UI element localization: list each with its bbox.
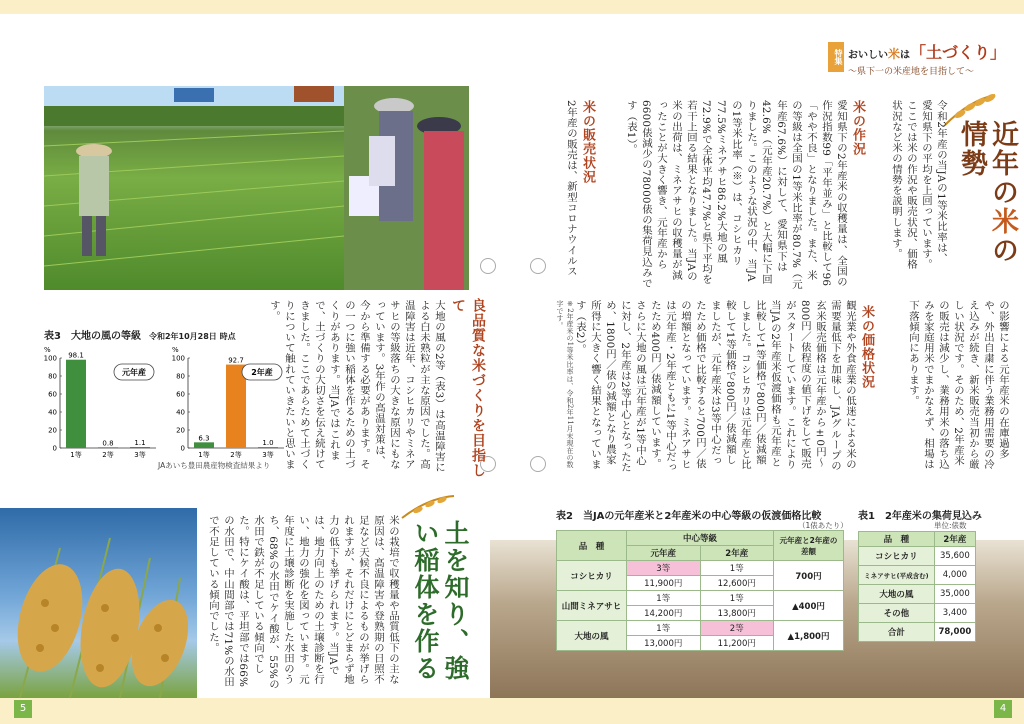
chart-title: 元年産	[122, 368, 146, 377]
table2-price: 11,200円	[700, 636, 774, 651]
x-tick-label: 3等	[262, 451, 274, 459]
table2-price: 13,000円	[627, 636, 701, 651]
ring-hole	[480, 258, 496, 274]
photo-rice-field-inspection	[44, 86, 469, 290]
y-tick-label: 100	[171, 354, 185, 363]
table1-variety: コシヒカリ	[859, 547, 935, 566]
bar	[226, 365, 246, 448]
x-tick-label: 2等	[230, 451, 242, 459]
x-tick-label: 1等	[70, 451, 82, 459]
y-tick-label: 20	[48, 426, 57, 435]
chart-title: 2年産	[251, 368, 273, 377]
ring-hole	[530, 456, 546, 472]
table1-variety: その他	[859, 604, 935, 623]
bar-value-label: 0.8	[102, 439, 114, 448]
table1-value: 3,400	[934, 604, 975, 623]
bar	[130, 447, 150, 448]
x-tick-label: 1等	[198, 451, 210, 459]
hanbai-heading: 米の販売状況	[580, 100, 595, 184]
y-tick-label: 0	[52, 444, 57, 453]
table1-variety: ミネアサヒ(平成含む)	[859, 566, 935, 585]
table2-price: 12,600円	[700, 576, 774, 591]
table2-diff: ▲400円	[774, 591, 844, 621]
section1-title: 近年の米の情勢	[956, 120, 1018, 265]
table1-total-value: 78,000	[934, 623, 975, 642]
table1-header: 品 種	[859, 532, 935, 547]
feature-banner	[828, 38, 1010, 82]
table2-header-gen: 元年産	[627, 546, 701, 561]
table1-variety: 大地の風	[859, 585, 935, 604]
y-tick-label: 60	[48, 390, 57, 399]
table2-grade: 2等	[700, 621, 774, 636]
table1-header: 2年産	[934, 532, 975, 547]
y-tick-label: 40	[48, 408, 57, 417]
y-tick-label: 60	[176, 390, 185, 399]
page-number-left: 5	[14, 700, 32, 718]
table2-variety: 大地の風	[557, 621, 627, 651]
table1-value: 35,600	[934, 547, 975, 566]
ring-hole	[530, 258, 546, 274]
harvest-forecast-table	[858, 531, 976, 642]
rice-field-scene	[44, 86, 469, 290]
bar	[258, 447, 278, 448]
table1-value: 4,000	[934, 566, 975, 585]
table1-title: 表1 2年産米の集荷見込み	[858, 511, 982, 522]
table2-grade: 3等	[627, 561, 701, 576]
y-tick-label: 100	[43, 354, 57, 363]
bottom-band	[0, 698, 1024, 724]
table3-title: 表3 大地の風の等級 令和2年10月28日 時点	[44, 331, 236, 342]
feature-tag: 特集	[828, 42, 844, 72]
table2-title: 表2 当JAの元年産米と2年産米の中心等級の仮渡価格比較	[556, 511, 822, 522]
footnote: ※2年産米の1等米比率は、令和2年11月末現在の数字です。	[556, 300, 574, 469]
bar	[66, 360, 86, 448]
section3-title: 土を知り、強い稲体を作る	[411, 520, 470, 682]
kakaku-text: 観光業や外食産業の低迷による米の需要量低下を加味し、JAグループの玄米販売価格は元年産から±0円〜800円／俵程度の値下げをして販売がスタートしています。これにより当JAの2年産米仮渡価格も元年産と比較して1等価格で800円／俵減額しました。コシヒカリは元年産と比較して1等価格で800円／俵減額しましたが、元年産米は3等中心だったため価格で比較すると700円／俵の増額となっています。ミネアサヒは元年産・2年産ともに1等中心だったため400円／俵減額しています。さらに大地の風は元年産が1等中心に対し、2年産は2等中心となったため、1800円／俵の減額となり農家所得に大きく響く結果となっています（表2）。	[574, 300, 856, 473]
table2-price: 13,800円	[700, 606, 774, 621]
y-tick-label: 0	[180, 444, 185, 453]
table2-variety: 山間ミネアサヒ	[557, 591, 627, 621]
table2-variety: コシヒカリ	[557, 561, 627, 591]
y-tick-label: 80	[48, 372, 57, 381]
bar	[194, 442, 214, 448]
wheat-small-icon	[400, 492, 456, 522]
bar-value-label: 92.7	[228, 356, 244, 365]
section2-heading: 良品質な米づくりを目指して	[450, 298, 486, 478]
bar-value-label: 1.1	[134, 439, 146, 448]
section1-intro: 令和2年産の当JAの1等米比率は、愛知県下の平均を上回っています。ここでは米の作況や販売状況、価格状況など米の情勢を説明します。	[890, 100, 947, 270]
rice-ears-scene	[0, 508, 197, 698]
grade-bar-charts	[40, 340, 290, 470]
table1-unit: 単位:俵数	[934, 521, 967, 530]
table2-header-two: 2年産	[700, 546, 774, 561]
section2-text: 大地の風の2等（表3）は高温障害による白未熟粒が主な原因でした。高温障害は近年、コシヒカリやミネアサヒの等級落ちの大きな原因にもなっています。3年作の高温対策は、今から準備する必要があります。その一つに強い稲体を作るための土づくりがあります。当JAではこれまで、土づくりの大切さを伝え続けてきました。ここであらためて土づくりについて触れていきたいと思います。	[268, 300, 445, 473]
y-unit-label: %	[172, 346, 179, 354]
table2-diff: ▲1,800円	[774, 621, 844, 651]
kakaku-heading: 米の価格状況	[859, 305, 874, 389]
price-comparison-table	[556, 530, 844, 651]
bar	[98, 447, 118, 448]
table2-unit: （1俵あたり）	[798, 521, 848, 530]
table2-grade: 1等	[700, 561, 774, 576]
hanbai-text-b: の影響による元年産米の在庫過多や、外出自粛に伴う業務用需要の冷え込みが続き、新米販売当初から厳しい状況です。そのため、2年産米の販売は減少し、業務用米の落ち込みを家庭用米でまかなえず、相場は下落傾向にあります。	[907, 300, 1009, 470]
sakkyo-heading: 米の作況	[850, 100, 865, 156]
banner-subtitle: 〜県下一の米産地を目指して〜	[848, 67, 975, 77]
bar-value-label: 98.1	[68, 351, 84, 360]
top-band	[0, 0, 1024, 14]
page-number-right: 4	[994, 700, 1012, 718]
y-tick-label: 40	[176, 408, 185, 417]
table2-price: 14,200円	[627, 606, 701, 621]
table2-grade: 1等	[627, 621, 701, 636]
table2-grade: 1等	[700, 591, 774, 606]
bar-value-label: 6.3	[198, 434, 210, 443]
banner-title: おいしい米は「土づくり」	[848, 43, 1007, 62]
sakkyo-text: 愛知県下の2年産米の収穫量は、全国の作況指数99「平年並み」と比較して96「やや不良」となりました。また、米の等級は全国の1等米比率が80.7%（元年産67.6%）に対して、愛知県下は42.6%（元年産20.7%）と大幅に下回りました。このような状況の中、当JAの1等米比率（※）は、コシヒカリ77.5%ミネアサヒ86.2%大地の風72.9%で全体平均47.7%と県下平均を若干上回る結果となりました。当JAの米の出荷は、ミネアサヒの収穫量が減ったことが大きく響き、元年産から6600俵減少の78000俵の集荷見込みです（表1）。	[625, 100, 847, 290]
table2-header-diff: 元年産と2年産の差額	[774, 531, 844, 561]
x-tick-label: 2等	[102, 451, 114, 459]
y-tick-label: 80	[176, 372, 185, 381]
table2-header-variety: 品 種	[557, 531, 627, 561]
y-tick-label: 20	[176, 426, 185, 435]
table2-price: 11,900円	[627, 576, 701, 591]
table2-diff: 700円	[774, 561, 844, 591]
section3-text: 米の栽培で収穫量や品質低下の主な原因は、高温障害や登熟期の日照不足など天候不良によるものが挙げられますが、それだけにとどまらず地力の低下も挙げられます。当JAでは、地力向上のための土壌診断を行い、地力の強化を図っています。元年度に土壌診断を実施した水田のうち、68%の水田でケイ酸が、55%の水田で鉄が不足している傾向でした。特にケイ酸は、平坦部では66%の水田で、中山間部では71%の水田で不足している傾向でした。	[207, 515, 399, 690]
bar-value-label: 1.0	[262, 439, 274, 448]
photo-rice-ears	[0, 508, 197, 698]
table1-total-label: 合計	[859, 623, 935, 642]
table2-header-grade: 中心等級	[627, 531, 774, 546]
table3-source: JAあいち豊田農産物検査結果より	[158, 461, 271, 470]
table2-grade: 1等	[627, 591, 701, 606]
hanbai-text-a: 2年産の販売は、新型コロナウイルス	[565, 100, 577, 277]
x-tick-label: 3等	[134, 451, 146, 459]
y-unit-label: %	[44, 346, 51, 354]
table1-value: 35,000	[934, 585, 975, 604]
